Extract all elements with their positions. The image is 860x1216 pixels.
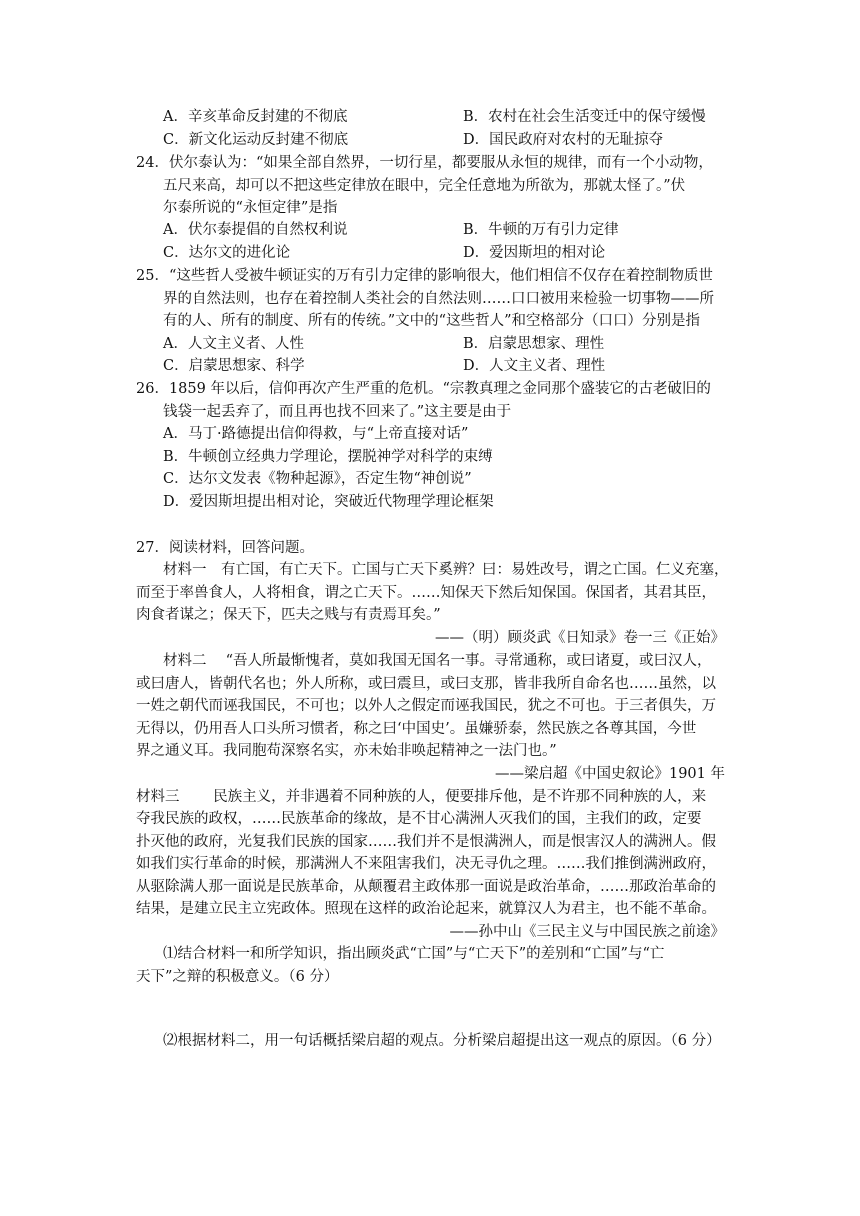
q23-option-d: D．国民政府对农村的无耻掠夺	[463, 132, 664, 148]
q25-stem-line-3: 有的人、所有的制度、所有的传统。”文中的“这些哲人”和空格部分（口口）分别是指	[163, 313, 700, 329]
q24-option-b: B．牛顿的万有引力定律	[463, 222, 619, 238]
q27-material2-source: ——梁启超《中国史叙论》1901 年	[494, 766, 725, 782]
q26-option-b: B．牛顿创立经典力学理论，摆脱神学对科学的束缚	[163, 449, 493, 465]
q27-material3-line-1: 材料三 民族主义，并非遇着不同种族的人，便要排斥他，是不许那不同种族的人，来	[136, 789, 707, 805]
q25-option-a: A．人文主义者、人性	[163, 336, 304, 352]
q27-material2-line-2: 或曰唐人，皆朝代名也；外人所称，或曰震旦，或曰支那，皆非我所自命名也……虽然，以	[136, 676, 716, 692]
q27-material3-line-2: 夺我民族的政权，……民族革命的缘故，是不甘心满洲人灭我们的国，主我们的政，定要	[136, 811, 702, 827]
q27-subquestion-2: ⑵根据材料二，用一句话概括梁启超的观点。分析梁启超提出这一观点的原因。（6 分）	[163, 1033, 721, 1049]
q27-material3-line-3: 扑灭他的政府，光复我们民族的国家……我们并不是恨满洲人，而是恨害汉人的满洲人。假	[136, 834, 716, 850]
q25-stem-line-1: 25．“这些哲人受被牛顿证实的万有引力定律的影响很大，他们相信不仅存在着控制物质世	[136, 268, 713, 284]
q27-material2-line-3: 一姓之朝代而诬我国民，不可也；以外人之假定而诬我国民，犹之不可也。于三者俱失，万	[136, 698, 716, 714]
q25-option-d: D．人文主义者、理性	[463, 358, 606, 374]
q26-option-d: D．爱因斯坦提出相对论，突破近代物理学理论框架	[163, 494, 494, 510]
q24-stem-line-1: 24．伏尔泰认为：“如果全部自然界，一切行星，都要服从永恒的规律，而有一个小动物，	[136, 155, 713, 171]
q23-option-a: A．辛亥革命反封建的不彻底	[163, 109, 348, 125]
q27-material1-source: ——（明）顾炎武《日知录》卷一三《正始》	[435, 630, 725, 646]
q26-stem-line-2: 钱袋一起丢弃了，而且再也找不回来了。”这主要是由于	[163, 404, 512, 420]
q27-material3-line-4: 如我们实行革命的时候，那满洲人不来阻害我们，决无寻仇之理。……我们推倒满洲政府，	[136, 856, 716, 872]
q25-option-b: B．启蒙思想家、理性	[463, 336, 605, 352]
q24-stem-line-3: 尔泰所说的“永恒定律”是指	[163, 200, 338, 216]
q26-stem-line-1: 26．1859 年以后，信仰再次产生严重的危机。“宗教真理之金同那个盛装它的古老破旧的	[136, 381, 711, 397]
q27-material2-line-5: 界之通义耳。我同胞苟深察名实，亦未始非唤起精神之一法门也。”	[136, 743, 557, 759]
q27-material1-line-3: 肉食者谋之；保天下，匹夫之贱与有责焉耳矣。”	[136, 607, 441, 623]
q25-stem-line-2: 界的自然法则，也存在着控制人类社会的自然法则……口口被用来检验一切事物——所	[163, 291, 714, 307]
q26-option-c: C．达尔文发表《物种起源》，否定生物“神创说”	[163, 471, 472, 487]
q24-option-d: D．爱因斯坦的相对论	[463, 245, 606, 261]
q23-option-b: B．农村在社会生活变迁中的保守缓慢	[463, 109, 706, 125]
q25-option-c: C．启蒙思想家、科学	[163, 358, 305, 374]
q27-material3-source: ——孙中山《三民主义与中国民族之前途》	[449, 924, 725, 940]
q27-material2-line-1: 材料二 “吾人所最惭愧者，莫如我国无国名一事。寻常通称，或曰诸夏，或曰汉人，	[163, 653, 712, 669]
q27-material3-line-6: 结果，是建立民主立宪政体。照现在这样的政治论起来，就算汉人为君主，也不能不革命。	[136, 901, 716, 917]
q27-material1-line-1: 材料一 有亡国，有亡天下。亡国与亡天下奚辨？曰：易姓改号，谓之亡国。仁义充塞，	[163, 562, 729, 578]
q24-option-a: A．伏尔泰提倡的自然权利说	[163, 222, 348, 238]
q24-option-c: C．达尔文的进化论	[163, 245, 291, 261]
q27-material2-line-4: 无得以，仍用吾人口头所习惯者，称之曰‘中国史’。虽嫌骄泰，然民族之各尊其国，今世	[136, 721, 697, 737]
q23-option-c: C．新文化运动反封建不彻底	[163, 132, 349, 148]
q27-subquestion-1-line-1: ⑴结合材料一和所学知识，指出顾炎武“亡国”与“亡天下”的差别和“亡国”与“亡	[163, 946, 665, 962]
q27-intro: 27．阅读材料，回答问题。	[136, 540, 314, 556]
q27-subquestion-1-line-2: 天下”之辩的积极意义。（6 分）	[136, 969, 339, 985]
q26-option-a: A．马丁·路德提出信仰得救，与“上帝直接对话”	[163, 426, 469, 442]
q24-stem-line-2: 五尺来高，却可以不把这些定律放在眼中，完全任意地为所欲为，那就太怪了。”伏	[163, 178, 686, 194]
q27-material3-line-5: 从驱除满人那一面说是民族革命，从颠覆君主政体那一面说是政治革命，……那政治革命的	[136, 879, 716, 895]
q27-material1-line-2: 而至于率兽食人，人将相食，谓之亡天下。……知保天下然后知保国。保国者，其君其臣，	[136, 585, 716, 601]
